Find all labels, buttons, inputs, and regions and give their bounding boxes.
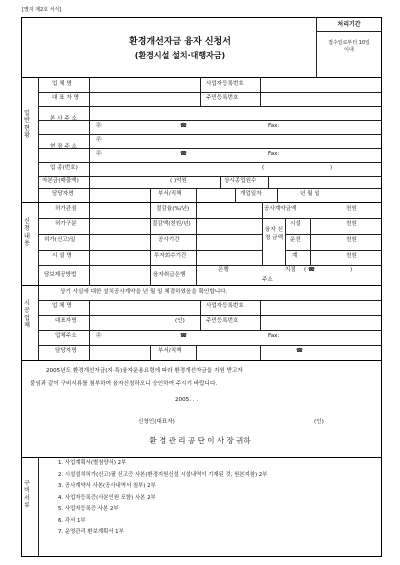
contractor-contact-phone-icon: ☎ [296,348,303,354]
form-title-line2: (환경시설 설치·대행자금) [134,51,226,60]
contractor-address-label: 업체주소 [55,333,77,339]
biz-reg-no-field[interactable] [261,79,381,91]
document-item: 1. 사업계획서(별첨양식) 2부 [58,460,127,466]
form-title-line1: 환경개선자금 융자 신청서 [129,37,231,47]
bank-unit: 은행 [218,267,229,273]
section-request-label: 신청내용 [24,218,30,248]
section-applicant-label: 일반현황 [24,110,30,140]
contractor-biz-reg-field[interactable] [261,301,381,314]
industry-field[interactable] [90,163,380,175]
ceo-label: 대 표 자 명 [52,95,79,101]
declaration-signer-seal: (인) [314,419,324,425]
investment-period-label: 투자회수기간 [154,253,187,259]
capital-label: 자본금(매출액) [42,178,79,184]
industry-paren-close: ) [330,165,333,171]
declaration-addressee: 환 경 관 리 공 단 이 사 장 귀하 [149,436,251,445]
contractor-contact-label: 담당자명 [55,348,77,354]
declaration-line1: 2005년도 환경개선자금(지·특)융자운용요령에 따라 환경개선자금을 지원 받고자 [46,368,243,374]
document-item: 3. 공사계약서 사본(공사내역서 첨부) 2부 [58,483,156,489]
loan-amount-label: 융자 신청 금액 [265,227,283,242]
contractor-seal: (인) [175,318,185,324]
hq-postal-icon: ㉾ [96,123,102,129]
contractor-resident-label: 주민등록번호 [206,318,239,324]
hq-fax-label: Fax: [268,123,280,129]
contractor-company-label: 업 체 명 [52,303,72,309]
resident-no-field[interactable] [261,93,381,105]
contract-amount-label: 공사계약금액 [264,206,297,212]
employees-label: 상시종업원수 [224,178,257,184]
bank-address-label: 주소 [262,277,273,283]
contractor-phone-icon: ☎ [180,333,187,339]
company-name-label: 업 체 명 [52,81,72,87]
contractor-company-field[interactable] [90,301,198,314]
loan-operation-unit: 천원 [346,237,357,243]
processing-label: 처리기간 [337,21,361,28]
construction-period-label: 공사기간 [158,237,180,243]
site-address-field[interactable] [90,135,380,147]
hq-phone-icon: ☎ [180,123,187,129]
permit-date-label: 허가(신고)일 [44,237,76,243]
bank-phone-paren-close: ) [350,267,353,273]
facility-name-label: 시 설 명 [52,253,72,259]
loan-total-label: 계 [292,253,298,259]
site-phone-icon: ☎ [180,151,187,157]
contractor-biz-reg-label: 사업자등록번호 [206,303,244,309]
section-documents-label: 구비서류 [24,480,30,510]
document-item: 4. 사업자등록증(사본인원 포함) 사본 2부 [58,494,156,501]
bank-phone-icon: ☎ [308,267,315,273]
site-fax-label: Fax: [268,151,280,157]
facility-type-label: 허가관점 [55,206,77,212]
site-address-label: 현 장 주 소 [50,144,77,150]
document-item: 5. 사업자등록증 사본 2부 [58,506,119,512]
hq-address-label: 본 사 주 소 [50,116,77,122]
biz-reg-no-label: 사업자등록번호 [206,81,244,87]
section-contractor-label: 시공업체 [24,300,30,330]
established-label: 개업일자 [240,191,262,197]
site-postal-icon-2: ㉾ [96,151,102,157]
branch-unit: 지점 [285,267,296,273]
loan-operation-label: 운전 [290,237,301,243]
contract-amount-unit: 천원 [346,206,357,212]
industry-paren-open: ( [262,165,265,171]
site-postal-icon: ㉾ [96,137,102,143]
contractor-fax-label: Fax: [268,333,280,339]
document-item: 6. 각서 1부 [58,517,86,524]
company-name-field[interactable] [90,79,200,91]
declaration-signer: 신청인(대표자) [138,419,175,425]
form-tag: [별지 제2호 서식] [22,7,62,13]
established-date-format: 년 월 일 [300,191,320,197]
declaration-line2: 붙임과 같이 구비서류를 첨부하여 융자신청하오니 승인하여 주시기 바랍니다. [30,381,218,387]
contractor-dept-label: 부서/직책 [158,348,182,354]
capital-unit: ( )억원 [170,178,187,184]
hq-address-field[interactable] [90,107,380,119]
contractor-ceo-label: 대표자명 [55,318,77,324]
bank-phone-paren: ( [304,267,307,273]
saving-cost-label: 절감액(천원/년) [152,221,191,227]
contractor-confirmation-note: 상기 사실에 대한 설치공사계약을 년 월 일 체결하였음을 확인합니다. [60,289,228,295]
capital-field[interactable] [90,177,218,187]
document-item: 2. 시설설치허가(신고)필 신고증 사본(환경지원신설 시설내역이 기재된 것, 원본지참) 2부 [58,471,268,478]
loan-facility-unit: 천원 [346,221,357,227]
contact-person-label: 담당자명 [52,191,74,197]
dept-title-label: 부서/직책 [158,191,182,197]
collateral-label: 담보제공방법 [44,272,77,278]
resident-no-label: 주민등록번호 [206,95,239,101]
document-item: 7. 운영관리 환보계획서 1부 [58,529,124,535]
loan-total-unit: 천원 [346,253,357,259]
contractor-postal-icon: ㉾ [96,333,102,339]
industry-label: 업 종(번호) [50,165,78,171]
reduction-rate-label: 절감율(%/년) [156,206,190,212]
business-class-label: 허가구분 [55,221,77,227]
declaration-date: 2005. . . [175,397,199,403]
processing-value: 접수일로부터 10일 이내 [328,40,370,53]
bank-label: 융자취급은행 [153,272,186,278]
ceo-field[interactable] [90,93,200,105]
loan-facility-label: 시설 [290,221,301,227]
